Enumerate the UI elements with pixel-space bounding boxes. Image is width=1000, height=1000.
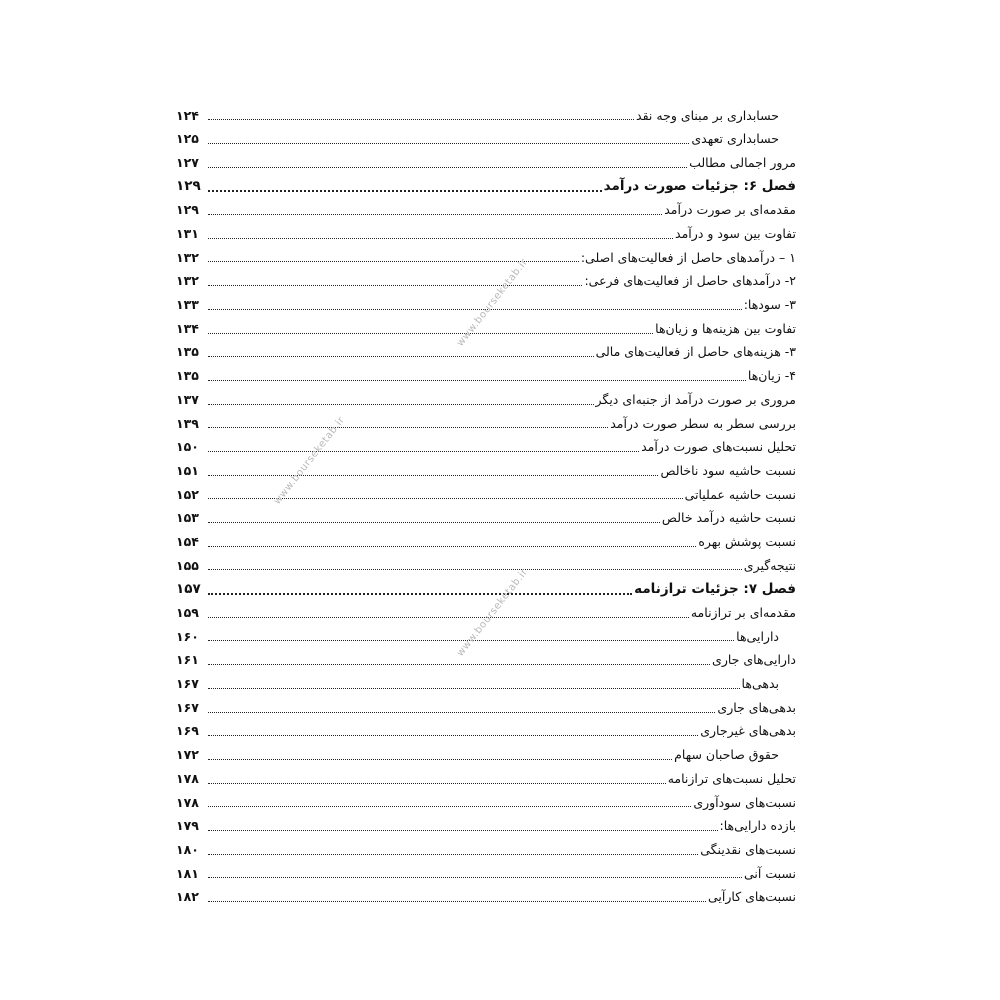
toc-entry-title: مرور اجمالی مطالب bbox=[689, 154, 796, 170]
toc-entry bbox=[176, 104, 796, 128]
toc-entry-title: حسابداری بر مبنای وجه نقد bbox=[636, 107, 779, 123]
toc-entry bbox=[176, 767, 796, 791]
toc-page-number: ۱۶۱ bbox=[176, 652, 199, 668]
dot-leader bbox=[208, 261, 579, 262]
toc-entry-title: نسبت‌های کارآیی bbox=[707, 889, 796, 905]
toc-page-number: ۱۳۴ bbox=[176, 320, 199, 336]
dot-leader bbox=[208, 783, 666, 784]
toc-entry bbox=[176, 625, 796, 649]
toc-entry-title: ۲- درآمدهای حاصل از فعالیت‌های فرعی: bbox=[584, 273, 796, 289]
toc-entry bbox=[176, 530, 796, 554]
dot-leader bbox=[208, 143, 689, 144]
dot-leader bbox=[208, 356, 594, 357]
dot-leader bbox=[208, 593, 632, 595]
dot-leader bbox=[208, 214, 662, 215]
toc-entry-title: تفاوت بین هزینه‌ها و زیان‌ها bbox=[655, 320, 796, 336]
toc-page-number: ۱۵۹ bbox=[176, 605, 199, 621]
dot-leader bbox=[208, 546, 696, 547]
toc-entry-title: ۳- سودها: bbox=[743, 297, 796, 313]
dot-leader bbox=[208, 451, 639, 452]
toc-entry bbox=[176, 554, 796, 578]
toc-entry bbox=[176, 720, 796, 744]
toc-entry bbox=[176, 388, 796, 412]
toc-entry bbox=[176, 294, 796, 318]
toc-page-number: ۱۳۵ bbox=[176, 368, 199, 384]
toc-entry bbox=[176, 696, 796, 720]
toc-entry bbox=[176, 412, 796, 436]
toc-entry bbox=[176, 199, 796, 223]
toc-entry-title: ۱ – درآمدهای حاصل از فعالیت‌های اصلی: bbox=[580, 249, 796, 265]
toc-entry bbox=[176, 151, 796, 175]
dot-leader bbox=[208, 759, 672, 760]
dot-leader bbox=[208, 498, 683, 499]
dot-leader bbox=[208, 522, 660, 523]
toc-entry-title: دارایی‌ها bbox=[736, 628, 779, 644]
toc-entry-title: حقوق صاحبان سهام bbox=[674, 747, 779, 763]
dot-leader bbox=[208, 380, 746, 381]
toc-entry-title: ۳- هزینه‌های حاصل از فعالیت‌های مالی bbox=[595, 344, 796, 360]
dot-leader bbox=[208, 735, 698, 736]
toc-entry bbox=[176, 815, 796, 839]
toc-entry bbox=[176, 791, 796, 815]
dot-leader bbox=[208, 333, 653, 334]
toc-page-number: ۱۸۱ bbox=[176, 865, 199, 881]
toc-page-number: ۱۵۱ bbox=[176, 462, 199, 478]
toc-page-number: ۱۳۲ bbox=[176, 273, 199, 289]
dot-leader bbox=[208, 830, 718, 831]
toc-entry-title: نسبت‌های سودآوری bbox=[693, 794, 796, 810]
toc-page-number: ۱۵۵ bbox=[176, 557, 199, 573]
toc-entry bbox=[176, 222, 796, 246]
dot-leader bbox=[208, 119, 634, 120]
toc-entry-title: مروری بر صورت درآمد از جنبه‌ای دیگر bbox=[595, 391, 796, 407]
dot-leader bbox=[208, 806, 691, 807]
dot-leader bbox=[208, 712, 715, 713]
dot-leader bbox=[208, 854, 698, 855]
toc-entry-title: مقدمه‌ای بر ترازنامه bbox=[690, 605, 796, 621]
toc-entry-title: نسبت‌های نقدینگی bbox=[700, 841, 796, 857]
dot-leader bbox=[208, 901, 706, 902]
dot-leader bbox=[208, 617, 689, 618]
toc-entry bbox=[176, 862, 796, 886]
toc-page-number: ۱۷۹ bbox=[176, 818, 199, 834]
toc-entry-title: نسبت حاشیه سود ناخالص bbox=[660, 462, 796, 478]
toc-entry-title: بازده دارایی‌ها: bbox=[719, 818, 796, 834]
table-of-contents bbox=[176, 104, 796, 909]
toc-entry-title: نسبت پوشش بهره bbox=[698, 533, 796, 549]
toc-page-number: ۱۳۱ bbox=[176, 226, 199, 242]
watermark: www.bourseketab.ir bbox=[455, 566, 531, 659]
toc-entry-title: نسبت حاشیه درآمد خالص bbox=[661, 510, 796, 526]
toc-page-number: ۱۷۲ bbox=[176, 747, 199, 763]
toc-entry bbox=[176, 270, 796, 294]
toc-entry-title: بدهی‌ها bbox=[741, 676, 779, 692]
toc-entry bbox=[176, 483, 796, 507]
dot-leader bbox=[208, 309, 742, 310]
toc-page-number: ۱۳۵ bbox=[176, 344, 199, 360]
toc-entry-title: مقدمه‌ای بر صورت درآمد bbox=[664, 202, 796, 218]
dot-leader bbox=[208, 427, 608, 428]
dot-leader bbox=[208, 877, 742, 878]
toc-entry-title: بدهی‌های جاری bbox=[717, 699, 796, 715]
toc-page-number: ۱۵۷ bbox=[176, 580, 201, 597]
toc-page-number: ۱۵۳ bbox=[176, 510, 199, 526]
toc-entry bbox=[176, 649, 796, 673]
toc-entry-title: بدهی‌های غیرجاری bbox=[700, 723, 796, 739]
toc-entry-title: ۴- زیان‌ها bbox=[747, 368, 796, 384]
dot-leader bbox=[208, 285, 582, 286]
toc-page-number: ۱۳۹ bbox=[176, 415, 199, 431]
toc-page-number: ۱۵۲ bbox=[176, 486, 199, 502]
toc-entry bbox=[176, 507, 796, 531]
toc-entry-title: تحلیل نسبت‌های صورت درآمد bbox=[641, 439, 796, 455]
toc-page-number: ۱۲۹ bbox=[176, 202, 199, 218]
toc-entry-title: تفاوت بین سود و درآمد bbox=[675, 226, 796, 242]
toc-entry-title: فصل ۶: جزئیات صورت درآمد bbox=[603, 178, 796, 195]
dot-leader bbox=[208, 475, 658, 476]
toc-entry bbox=[176, 459, 796, 483]
toc-entry bbox=[176, 246, 796, 270]
toc-page-number: ۱۷۸ bbox=[176, 794, 199, 810]
dot-leader bbox=[208, 238, 673, 239]
toc-entry bbox=[176, 341, 796, 365]
toc-entry bbox=[176, 436, 796, 460]
toc-page-number: ۱۲۵ bbox=[176, 131, 199, 147]
toc-entry bbox=[176, 128, 796, 152]
toc-page-number: ۱۲۹ bbox=[176, 178, 201, 195]
toc-page-number: ۱۸۰ bbox=[176, 841, 199, 857]
toc-entry-title: تحلیل نسبت‌های ترازنامه bbox=[667, 770, 796, 786]
watermark: www.bourseketab.ir bbox=[455, 256, 531, 349]
toc-page-number: ۱۵۰ bbox=[176, 439, 199, 455]
toc-chapter-heading bbox=[176, 175, 796, 199]
dot-leader bbox=[208, 167, 687, 168]
toc-entry bbox=[176, 838, 796, 862]
dot-leader bbox=[208, 404, 594, 405]
toc-page-number: ۱۲۷ bbox=[176, 154, 199, 170]
toc-entry bbox=[176, 673, 796, 697]
dot-leader bbox=[208, 688, 740, 689]
dot-leader bbox=[208, 190, 602, 192]
toc-page-number: ۱۵۴ bbox=[176, 533, 199, 549]
toc-entry-title: نسبت حاشیه عملیاتی bbox=[684, 486, 796, 502]
toc-page-number: ۱۶۹ bbox=[176, 723, 199, 739]
toc-page-number: ۱۸۲ bbox=[176, 889, 199, 905]
toc-entry bbox=[176, 601, 796, 625]
toc-page-number: ۱۳۳ bbox=[176, 297, 199, 313]
toc-entry-title: فصل ۷: جزئیات ترازنامه bbox=[634, 580, 796, 597]
toc-entry-title: بررسی سطر به سطر صورت درآمد bbox=[610, 415, 796, 431]
toc-chapter-heading bbox=[176, 578, 796, 602]
dot-leader bbox=[208, 640, 734, 641]
toc-entry-title: نتیجه‌گیری bbox=[743, 557, 796, 573]
toc-page-number: ۱۲۴ bbox=[176, 107, 199, 123]
toc-entry bbox=[176, 744, 796, 768]
toc-page-number: ۱۳۷ bbox=[176, 391, 199, 407]
toc-page-number: ۱۶۷ bbox=[176, 699, 199, 715]
toc-entry-title: حسابداری تعهدی bbox=[691, 131, 779, 147]
toc-entry-title: دارایی‌های جاری bbox=[712, 652, 796, 668]
toc-page-number: ۱۷۸ bbox=[176, 770, 199, 786]
toc-entry bbox=[176, 365, 796, 389]
dot-leader bbox=[208, 569, 742, 570]
toc-page-number: ۱۳۲ bbox=[176, 249, 199, 265]
dot-leader bbox=[208, 664, 710, 665]
toc-entry bbox=[176, 886, 796, 910]
watermark: www.bourseketab.ir bbox=[272, 414, 348, 507]
toc-page-number: ۱۶۷ bbox=[176, 676, 199, 692]
toc-page-number: ۱۶۰ bbox=[176, 628, 199, 644]
toc-entry bbox=[176, 317, 796, 341]
toc-entry-title: نسبت آنی bbox=[743, 865, 796, 881]
